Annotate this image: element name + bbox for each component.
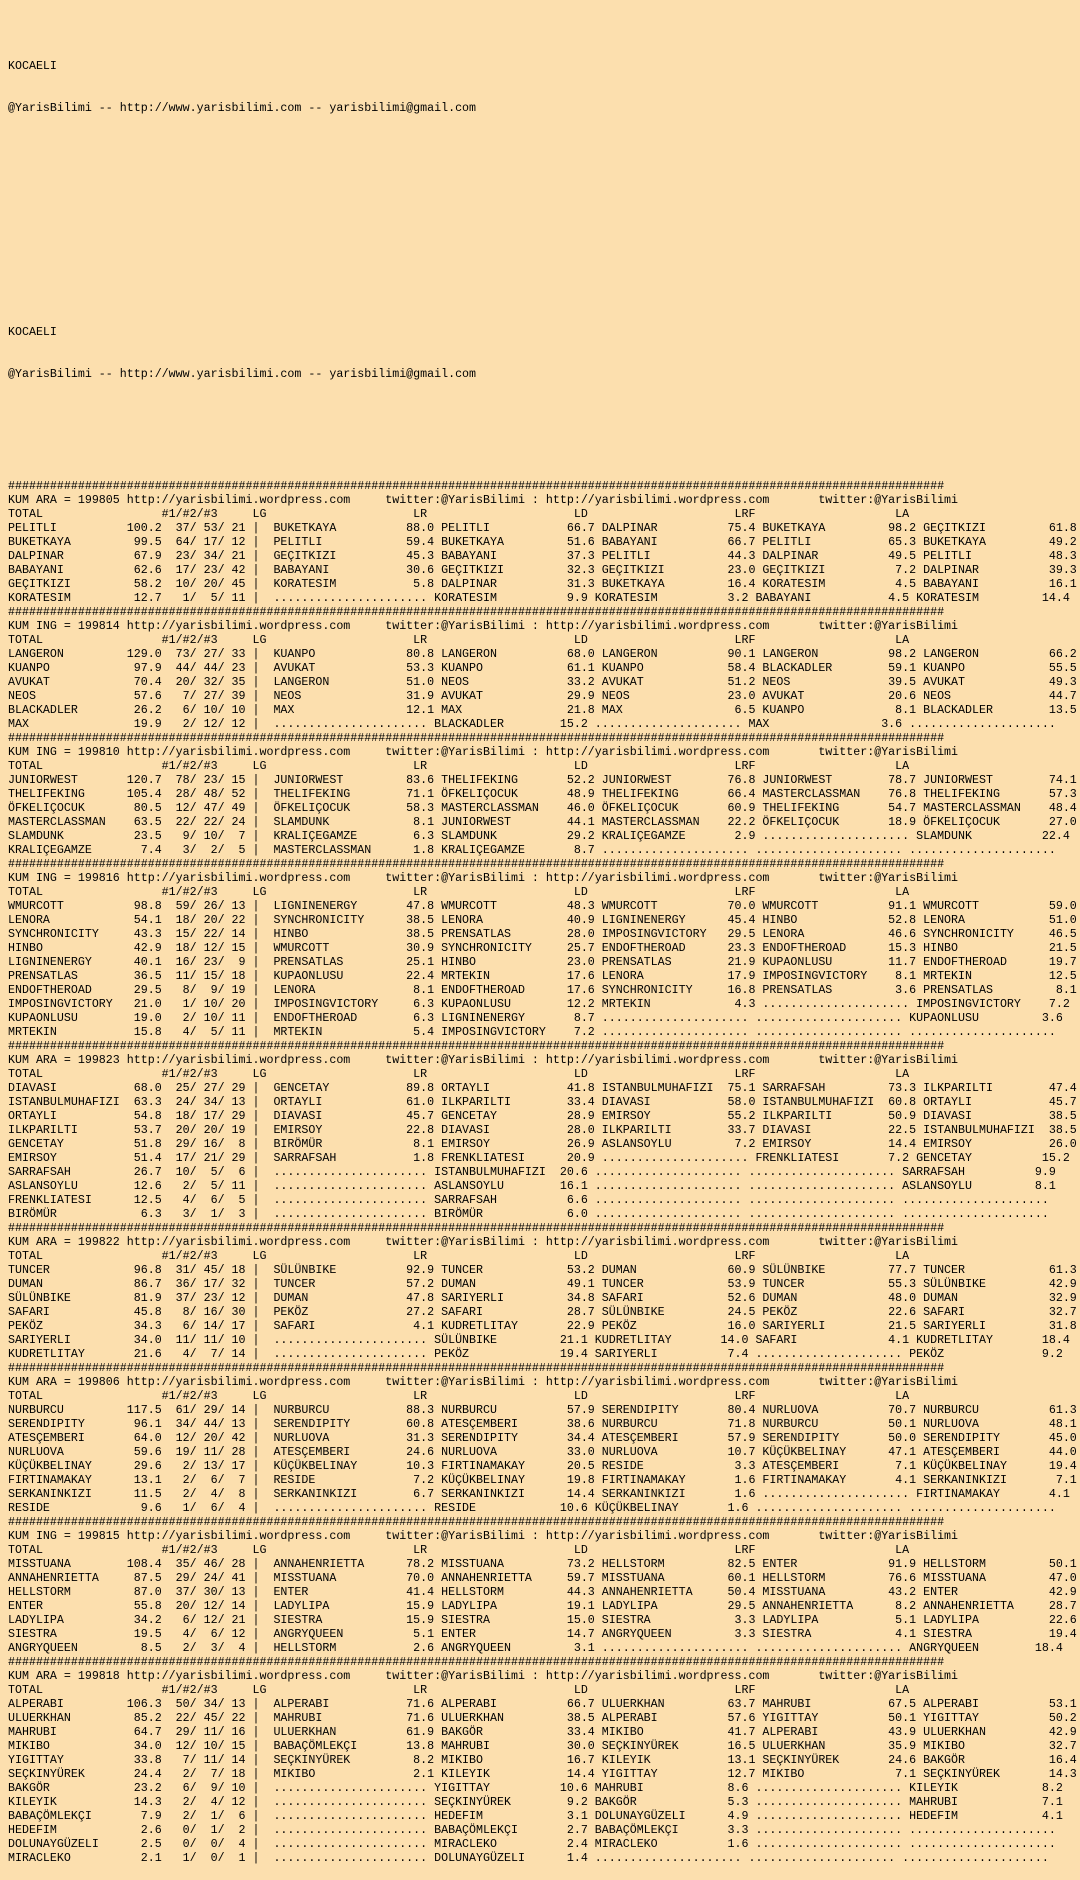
result-row: EMIRSOY 51.4 17/ 21/ 29 | SARRAFSAH 1.8 FRENKLIATESI 20.9 ..................... FRENKLIATESI 7.2 GENCETAY 15.2: [8, 1152, 1070, 1165]
result-row: MRTEKIN 15.8 4/ 5/ 11 | MRTEKIN 5.4 IMPOSINGVICTORY 7.2 ..................... ..................... .....................: [8, 1026, 1056, 1039]
result-row: TUNCER 96.8 31/ 45/ 18 | SÜLÜNBIKE 92.9 TUNCER 53.2 DUMAN 60.9 SÜLÜNBIKE 77.7 TUNCER 61.3: [8, 1264, 1077, 1277]
column-header-line: TOTAL #1/#2/#3 LG LR LD LRF LA: [8, 1390, 910, 1403]
section-separator: ######################################################################################################################################: [8, 858, 945, 871]
result-row: ULUERKHAN 85.2 22/ 45/ 22 | MAHRUBI 71.6 ULUERKHAN 38.5 ALPERABI 57.6 YIGITTAY 50.1 YIGITTAY 50.2: [8, 1712, 1077, 1725]
section-separator: ######################################################################################################################################: [8, 1516, 945, 1529]
section-separator: ######################################################################################################################################: [8, 606, 945, 619]
result-row: AVUKAT 70.4 20/ 32/ 35 | LANGERON 51.0 NEOS 33.2 AVUKAT 51.2 NEOS 39.5 AVUKAT 49.3: [8, 676, 1077, 689]
result-row: FRENKLIATESI 12.5 4/ 6/ 5 | ...................... SARRAFSAH 6.6 ..................... ..................... .....................: [8, 1194, 1049, 1207]
result-row: MAX 19.9 2/ 12/ 12 | ...................... BLACKADLER 15.2 ..................... MAX 3.6 .....................: [8, 718, 1056, 731]
column-header-line: TOTAL #1/#2/#3 LG LR LD LRF LA: [8, 1684, 910, 1697]
result-row: JUNIORWEST 120.7 78/ 23/ 15 | JUNIORWEST 83.6 THELIFEKING 52.2 JUNIORWEST 76.8 JUNIORWEST 78.7 JUNIORWEST 74.1: [8, 774, 1077, 787]
result-row: THELIFEKING 105.4 28/ 48/ 52 | THELIFEKING 71.1 ÖFKELIÇOCUK 48.9 THELIFEKING 66.4 MASTERCLASSMAN 76.8 THELIFEKING 57.3: [8, 788, 1077, 801]
result-row: SARIYERLI 34.0 11/ 11/ 10 | ...................... SÜLÜNBIKE 21.1 KUDRETLITAY 14.0 SAFARI 4.1 KUDRETLITAY 18.4: [8, 1334, 1070, 1347]
race-section: [8, 1376, 1080, 1516]
race-header-line: KUM ARA = 199806 http://yarisbilimi.wordpress.com twitter:@YarisBilimi : http://yarisbilimi.wordpress.com twitter:@YarisBilimi: [8, 1376, 959, 1389]
result-row: LIGNINENERGY 40.1 16/ 23/ 9 | PRENSATLAS 25.1 HINBO 23.0 PRENSATLAS 21.9 KUPAONLUSU 11.7 ENDOFTHEROAD 19.7: [8, 956, 1077, 969]
result-row: LADYLIPA 34.2 6/ 12/ 21 | SIESTRA 15.9 SIESTRA 15.0 SIESTRA 3.3 LADYLIPA 5.1 LADYLIPA 22.6: [8, 1614, 1077, 1627]
result-row: PRENSATLAS 36.5 11/ 15/ 18 | KUPAONLUSU 22.4 MRTEKIN 17.6 LENORA 17.9 IMPOSINGVICTORY 8.1 MRTEKIN 12.5: [8, 970, 1077, 983]
section-separator: ######################################################################################################################################: [8, 1362, 945, 1375]
header-contact: @YarisBilimi -- http://www.yarisbilimi.com -- yarisbilimi@gmail.com: [8, 368, 477, 381]
race-section: [8, 746, 1080, 858]
result-row: SEÇKINYÜREK 24.4 2/ 7/ 18 | MIKIBO 2.1 KILEYIK 14.4 YIGITTAY 12.7 MIKIBO 7.1 SEÇKINYÜREK 14.3: [8, 1768, 1077, 1781]
result-row: SÜLÜNBIKE 81.9 37/ 23/ 12 | DUMAN 47.8 SARIYERLI 34.8 SAFARI 52.6 DUMAN 48.0 DUMAN 32.9: [8, 1292, 1077, 1305]
race-header-line: KUM ING = 199814 http://yarisbilimi.wordpress.com twitter:@YarisBilimi : http://yarisbilimi.wordpress.com twitter:@YarisBilimi: [8, 620, 959, 633]
result-row: DALPINAR 67.9 23/ 34/ 21 | GEÇITKIZI 45.3 BABAYANI 37.3 PELITLI 44.3 DALPINAR 49.5 PELITLI 48.3: [8, 550, 1077, 563]
result-row: SLAMDUNK 23.5 9/ 10/ 7 | KRALIÇEGAMZE 6.3 SLAMDUNK 29.2 KRALIÇEGAMZE 2.9 ..................... SLAMDUNK 22.4: [8, 830, 1070, 843]
result-row: KILEYIK 14.3 2/ 4/ 12 | ...................... SEÇKINYÜREK 9.2 BAKGÖR 5.3 ..................... MAHRUBI 7.1: [8, 1796, 1063, 1809]
header-city: KOCAELI: [8, 60, 57, 73]
result-row: ÖFKELIÇOCUK 80.5 12/ 47/ 49 | ÖFKELIÇOCUK 58.3 MASTERCLASSMAN 46.0 ÖFKELIÇOCUK 60.9 THELIFEKING 54.7 MASTERCLASSMAN 48.4: [8, 802, 1077, 815]
section-separator: ######################################################################################################################################: [8, 480, 945, 493]
spacer: [8, 256, 1080, 270]
result-row: ENTER 55.8 20/ 12/ 14 | LADYLIPA 15.9 LADYLIPA 19.1 LADYLIPA 29.5 ANNAHENRIETTA 8.2 ANNAHENRIETTA 28.7: [8, 1600, 1077, 1613]
result-row: SERENDIPITY 96.1 34/ 44/ 13 | SERENDIPITY 60.8 ATESÇEMBERI 38.6 NURBURCU 71.8 NURBURCU 50.1 NURLUOVA 48.1: [8, 1418, 1077, 1431]
section-separator: ######################################################################################################################################: [8, 1656, 945, 1669]
section-separator: ######################################################################################################################################: [8, 1222, 945, 1235]
result-row: HINBO 42.9 18/ 12/ 15 | WMURCOTT 30.9 SYNCHRONICITY 25.7 ENDOFTHEROAD 23.3 ENDOFTHEROAD 15.3 HINBO 21.5: [8, 942, 1077, 955]
result-row: YIGITTAY 33.8 7/ 11/ 14 | SEÇKINYÜREK 8.2 MIKIBO 16.7 KILEYIK 13.1 SEÇKINYÜREK 24.6 BAKGÖR 16.4: [8, 1754, 1077, 1767]
result-row: ASLANSOYLU 12.6 2/ 5/ 11 | ...................... ASLANSOYLU 16.1 ..................... ..................... ASLANSOYLU 8.1: [8, 1180, 1056, 1193]
result-row: ILKPARILTI 53.7 20/ 20/ 19 | EMIRSOY 22.8 DIAVASI 28.0 ILKPARILTI 33.7 DIAVASI 22.5 ISTANBULMUHAFIZI 38.5: [8, 1124, 1077, 1137]
result-row: ANNAHENRIETTA 87.5 29/ 24/ 41 | MISSTUANA 70.0 ANNAHENRIETTA 59.7 MISSTUANA 60.1 HELLSTORM 76.6 MISSTUANA 47.0: [8, 1572, 1077, 1585]
race-section: [8, 1236, 1080, 1362]
result-row: KORATESIM 12.7 1/ 5/ 11 | ...................... KORATESIM 9.9 KORATESIM 3.2 BABAYANI 4.5 KORATESIM 14.4: [8, 592, 1070, 605]
result-row: BIRÖMÜR 6.3 3/ 1/ 3 | ...................... BIRÖMÜR 6.0 ..................... ..................... .....................: [8, 1208, 1049, 1221]
result-row: MIRACLEKO 2.1 1/ 0/ 1 | ...................... DOLUNAYGÜZELI 1.4 ..................... ..................... .....................: [8, 1852, 1049, 1865]
result-row: BUKETKAYA 99.5 64/ 17/ 12 | PELITLI 59.4 BUKETKAYA 51.6 BABAYANI 66.7 PELITLI 65.3 BUKETKAYA 49.2: [8, 536, 1077, 549]
result-row: BAKGÖR 23.2 6/ 9/ 10 | ...................... YIGITTAY 10.6 MAHRUBI 8.6 ..................... KILEYIK 8.2: [8, 1782, 1063, 1795]
result-row: SAFARI 45.8 8/ 16/ 30 | PEKÖZ 27.2 SAFARI 28.7 SÜLÜNBIKE 24.5 PEKÖZ 22.6 SAFARI 32.7: [8, 1306, 1077, 1319]
result-row: ENDOFTHEROAD 29.5 8/ 9/ 19 | LENORA 8.1 ENDOFTHEROAD 17.6 SYNCHRONICITY 16.8 PRENSATLAS 3.6 PRENSATLAS 8.1: [8, 984, 1077, 997]
header-block-2: [8, 298, 1080, 410]
spacer: [8, 172, 1080, 186]
race-section: [8, 494, 1080, 606]
section-separator: ######################################################################################################################################: [8, 1040, 945, 1053]
header-block-1: [8, 32, 1080, 144]
race-header-line: KUM ARA = 199822 http://yarisbilimi.wordpress.com twitter:@YarisBilimi : http://yarisbilimi.wordpress.com twitter:@YarisBilimi: [8, 1236, 959, 1249]
result-row: MASTERCLASSMAN 63.5 22/ 22/ 24 | SLAMDUNK 8.1 JUNIORWEST 44.1 MASTERCLASSMAN 22.2 ÖFKELIÇOCUK 18.9 ÖFKELIÇOCUK 27.0: [8, 816, 1077, 829]
result-row: SARRAFSAH 26.7 10/ 5/ 6 | ...................... ISTANBULMUHAFIZI 20.6 ..................... ..................... SARRAFSAH 9.9: [8, 1166, 1056, 1179]
spacer: [8, 438, 1080, 452]
result-row: MAHRUBI 64.7 29/ 11/ 16 | ULUERKHAN 61.9 BAKGÖR 33.4 MIKIBO 41.7 ALPERABI 43.9 ULUERKHAN 42.9: [8, 1726, 1077, 1739]
race-section: [8, 620, 1080, 732]
result-row: GEÇITKIZI 58.2 10/ 20/ 45 | KORATESIM 5.8 DALPINAR 31.3 BUKETKAYA 16.4 KORATESIM 4.5 BABAYANI 16.1: [8, 578, 1077, 591]
result-row: BLACKADLER 26.2 6/ 10/ 10 | MAX 12.1 MAX 21.8 MAX 6.5 KUANPO 8.1 BLACKADLER 13.5: [8, 704, 1077, 717]
result-row: RESIDE 9.6 1/ 6/ 4 | ...................... RESIDE 10.6 KÜÇÜKBELINAY 1.6 ..................... .....................: [8, 1502, 1056, 1515]
result-row: MIKIBO 34.0 12/ 10/ 15 | BABAÇÖMLEKÇI 13.8 MAHRUBI 30.0 SEÇKINYÜREK 16.5 ULUERKHAN 35.9 MIKIBO 32.7: [8, 1740, 1077, 1753]
result-row: FIRTINAMAKAY 13.1 2/ 6/ 7 | RESIDE 7.2 KÜÇÜKBELINAY 19.8 FIRTINAMAKAY 1.6 FIRTINAMAKAY 4.1 SERKANINKIZI 7.1: [8, 1474, 1077, 1487]
race-header-line: KUM ING = 199810 http://yarisbilimi.wordpress.com twitter:@YarisBilimi : http://yarisbilimi.wordpress.com twitter:@YarisBilimi: [8, 746, 959, 759]
result-row: NURLUOVA 59.6 19/ 11/ 28 | ATESÇEMBERI 24.6 NURLUOVA 33.0 NURLUOVA 10.7 KÜÇÜKBELINAY 47.1 ATESÇEMBERI 44.0: [8, 1446, 1077, 1459]
result-row: BABAYANI 62.6 17/ 23/ 42 | BABAYANI 30.6 GEÇITKIZI 32.3 GEÇITKIZI 23.0 GEÇITKIZI 7.2 DALPINAR 39.3: [8, 564, 1077, 577]
result-row: PELITLI 100.2 37/ 53/ 21 | BUKETKAYA 88.0 PELITLI 66.7 DALPINAR 75.4 BUKETKAYA 98.2 GEÇITKIZI 61.8: [8, 522, 1077, 535]
result-row: ORTAYLI 54.8 18/ 17/ 29 | DIAVASI 45.7 GENCETAY 28.9 EMIRSOY 55.2 ILKPARILTI 50.9 DIAVASI 38.5: [8, 1110, 1077, 1123]
race-header-line: KUM ING = 199815 http://yarisbilimi.wordpress.com twitter:@YarisBilimi : http://yarisbilimi.wordpress.com twitter:@YarisBilimi: [8, 1530, 959, 1543]
race-header-line: KUM ING = 199816 http://yarisbilimi.wordpress.com twitter:@YarisBilimi : http://yarisbilimi.wordpress.com twitter:@YarisBilimi: [8, 872, 959, 885]
result-row: ISTANBULMUHAFIZI 63.3 24/ 34/ 13 | ORTAYLI 61.0 ILKPARILTI 33.4 DIAVASI 58.0 ISTANBULMUHAFIZI 60.8 ORTAYLI 45.7: [8, 1096, 1077, 1109]
race-header-line: KUM ARA = 199823 http://yarisbilimi.wordpress.com twitter:@YarisBilimi : http://yarisbilimi.wordpress.com twitter:@YarisBilimi: [8, 1054, 959, 1067]
result-row: BABAÇÖMLEKÇI 7.9 2/ 1/ 6 | ...................... HEDEFIM 3.1 DOLUNAYGÜZELI 4.9 ..................... HEDEFIM 4.1: [8, 1810, 1063, 1823]
result-row: HEDEFIM 2.6 0/ 1/ 2 | ...................... BABAÇÖMLEKÇI 2.7 BABAÇÖMLEKÇI 3.3 ..................... .....................: [8, 1824, 1056, 1837]
result-row: DIAVASI 68.0 25/ 27/ 29 | GENCETAY 89.8 ORTAYLI 41.8 ISTANBULMUHAFIZI 75.1 SARRAFSAH 73.3 ILKPARILTI 47.4: [8, 1082, 1077, 1095]
column-header-line: TOTAL #1/#2/#3 LG LR LD LRF LA: [8, 1068, 910, 1081]
result-row: LANGERON 129.0 73/ 27/ 33 | KUANPO 80.8 LANGERON 68.0 LANGERON 90.1 LANGERON 98.2 LANGERON 66.2: [8, 648, 1077, 661]
column-header-line: TOTAL #1/#2/#3 LG LR LD LRF LA: [8, 886, 910, 899]
column-header-line: TOTAL #1/#2/#3 LG LR LD LRF LA: [8, 634, 910, 647]
result-row: SERKANINKIZI 11.5 2/ 4/ 8 | SERKANINKIZI 6.7 SERKANINKIZI 14.4 SERKANINKIZI 1.6 ..................... FIRTINAMAKAY 4.1: [8, 1488, 1070, 1501]
result-row: ALPERABI 106.3 50/ 34/ 13 | ALPERABI 71.6 ALPERABI 66.7 ULUERKHAN 63.7 MAHRUBI 67.5 ALPERABI 53.1: [8, 1698, 1077, 1711]
result-row: SYNCHRONICITY 43.3 15/ 22/ 14 | HINBO 38.5 PRENSATLAS 28.0 IMPOSINGVICTORY 29.5 LENORA 46.6 SYNCHRONICITY 46.5: [8, 928, 1077, 941]
spacer: [8, 214, 1080, 228]
result-row: SIESTRA 19.5 4/ 6/ 12 | ANGRYQUEEN 5.1 ENTER 14.7 ANGRYQUEEN 3.3 SIESTRA 4.1 SIESTRA 19.4: [8, 1628, 1077, 1641]
result-row: GENCETAY 51.8 29/ 16/ 8 | BIRÖMÜR 8.1 EMIRSOY 26.9 ASLANSOYLU 7.2 EMIRSOY 14.4 EMIRSOY 26.0: [8, 1138, 1077, 1151]
result-row: MISSTUANA 108.4 35/ 46/ 28 | ANNAHENRIETTA 78.2 MISSTUANA 73.2 HELLSTORM 82.5 ENTER 91.9 HELLSTORM 50.1: [8, 1558, 1077, 1571]
result-row: KUANPO 97.9 44/ 44/ 23 | AVUKAT 53.3 KUANPO 61.1 KUANPO 58.4 BLACKADLER 59.1 KUANPO 55.5: [8, 662, 1077, 675]
section-separator: ######################################################################################################################################: [8, 732, 945, 745]
result-row: NURBURCU 117.5 61/ 29/ 14 | NURBURCU 88.3 NURBURCU 57.9 SERENDIPITY 80.4 NURLUOVA 70.7 NURBURCU 61.3: [8, 1404, 1077, 1417]
race-section: [8, 872, 1080, 1040]
header-contact: @YarisBilimi -- http://www.yarisbilimi.com -- yarisbilimi@gmail.com: [8, 102, 477, 115]
race-header-line: KUM ARA = 199818 http://yarisbilimi.wordpress.com twitter:@YarisBilimi : http://yarisbilimi.wordpress.com twitter:@YarisBilimi: [8, 1670, 959, 1683]
column-header-line: TOTAL #1/#2/#3 LG LR LD LRF LA: [8, 508, 910, 521]
result-row: KRALIÇEGAMZE 7.4 3/ 2/ 5 | MASTERCLASSMAN 1.8 KRALIÇEGAMZE 8.7 ..................... ..................... .....................: [8, 844, 1056, 857]
result-row: KÜÇÜKBELINAY 29.6 2/ 13/ 17 | KÜÇÜKBELINAY 10.3 FIRTINAMAKAY 20.5 RESIDE 3.3 ATESÇEMBERI 7.1 KÜÇÜKBELINAY 19.4: [8, 1460, 1077, 1473]
column-header-line: TOTAL #1/#2/#3 LG LR LD LRF LA: [8, 1250, 910, 1263]
result-row: ATESÇEMBERI 64.0 12/ 20/ 42 | NURLUOVA 31.3 SERENDIPITY 34.4 ATESÇEMBERI 57.9 SERENDIPITY 50.0 SERENDIPITY 45.0: [8, 1432, 1077, 1445]
result-row: DUMAN 86.7 36/ 17/ 32 | TUNCER 57.2 DUMAN 49.1 TUNCER 53.9 TUNCER 55.3 SÜLÜNBIKE 42.9: [8, 1278, 1077, 1291]
race-section: [8, 1670, 1080, 1866]
result-row: IMPOSINGVICTORY 21.0 1/ 10/ 20 | IMPOSINGVICTORY 6.3 KUPAONLUSU 12.2 MRTEKIN 4.3 ..................... IMPOSINGVICTORY 7.2: [8, 998, 1070, 1011]
result-row: ANGRYQUEEN 8.5 2/ 3/ 4 | HELLSTORM 2.6 ANGRYQUEEN 3.1 ..................... ..................... ANGRYQUEEN 18.4: [8, 1642, 1063, 1655]
race-header-line: KUM ARA = 199805 http://yarisbilimi.wordpress.com twitter:@YarisBilimi : http://yarisbilimi.wordpress.com twitter:@YarisBilimi: [8, 494, 959, 507]
result-row: HELLSTORM 87.0 37/ 30/ 13 | ENTER 41.4 HELLSTORM 44.3 ANNAHENRIETTA 50.4 MISSTUANA 43.2 ENTER 42.9: [8, 1586, 1077, 1599]
result-row: NEOS 57.6 7/ 27/ 39 | NEOS 31.9 AVUKAT 29.9 NEOS 23.0 AVUKAT 20.6 NEOS 44.7: [8, 690, 1077, 703]
result-row: DOLUNAYGÜZELI 2.5 0/ 0/ 4 | ...................... MIRACLEKO 2.4 MIRACLEKO 1.6 ..................... .....................: [8, 1838, 1056, 1851]
race-sections: [8, 480, 1080, 1866]
column-header-line: TOTAL #1/#2/#3 LG LR LD LRF LA: [8, 1544, 910, 1557]
result-row: PEKÖZ 34.3 6/ 14/ 17 | SAFARI 4.1 KUDRETLITAY 22.9 PEKÖZ 16.0 SARIYERLI 21.5 SARIYERLI 31.8: [8, 1320, 1077, 1333]
result-row: WMURCOTT 98.8 59/ 26/ 13 | LIGNINENERGY 47.8 WMURCOTT 48.3 WMURCOTT 70.0 WMURCOTT 91.1 WMURCOTT 59.0: [8, 900, 1077, 913]
column-header-line: TOTAL #1/#2/#3 LG LR LD LRF LA: [8, 760, 910, 773]
race-section: [8, 1054, 1080, 1222]
result-row: KUDRETLITAY 21.6 4/ 7/ 14 | ...................... PEKÖZ 19.4 SARIYERLI 7.4 ..................... PEKÖZ 9.2: [8, 1348, 1063, 1361]
header-city: KOCAELI: [8, 326, 57, 339]
race-section: [8, 1530, 1080, 1656]
result-row: KUPAONLUSU 19.0 2/ 10/ 11 | ENDOFTHEROAD 6.3 LIGNINENERGY 8.7 ..................... ..................... KUPAONLUSU 3.6: [8, 1012, 1063, 1025]
result-row: LENORA 54.1 18/ 20/ 22 | SYNCHRONICITY 38.5 LENORA 40.9 LIGNINENERGY 45.4 HINBO 52.8 LENORA 51.0: [8, 914, 1077, 927]
